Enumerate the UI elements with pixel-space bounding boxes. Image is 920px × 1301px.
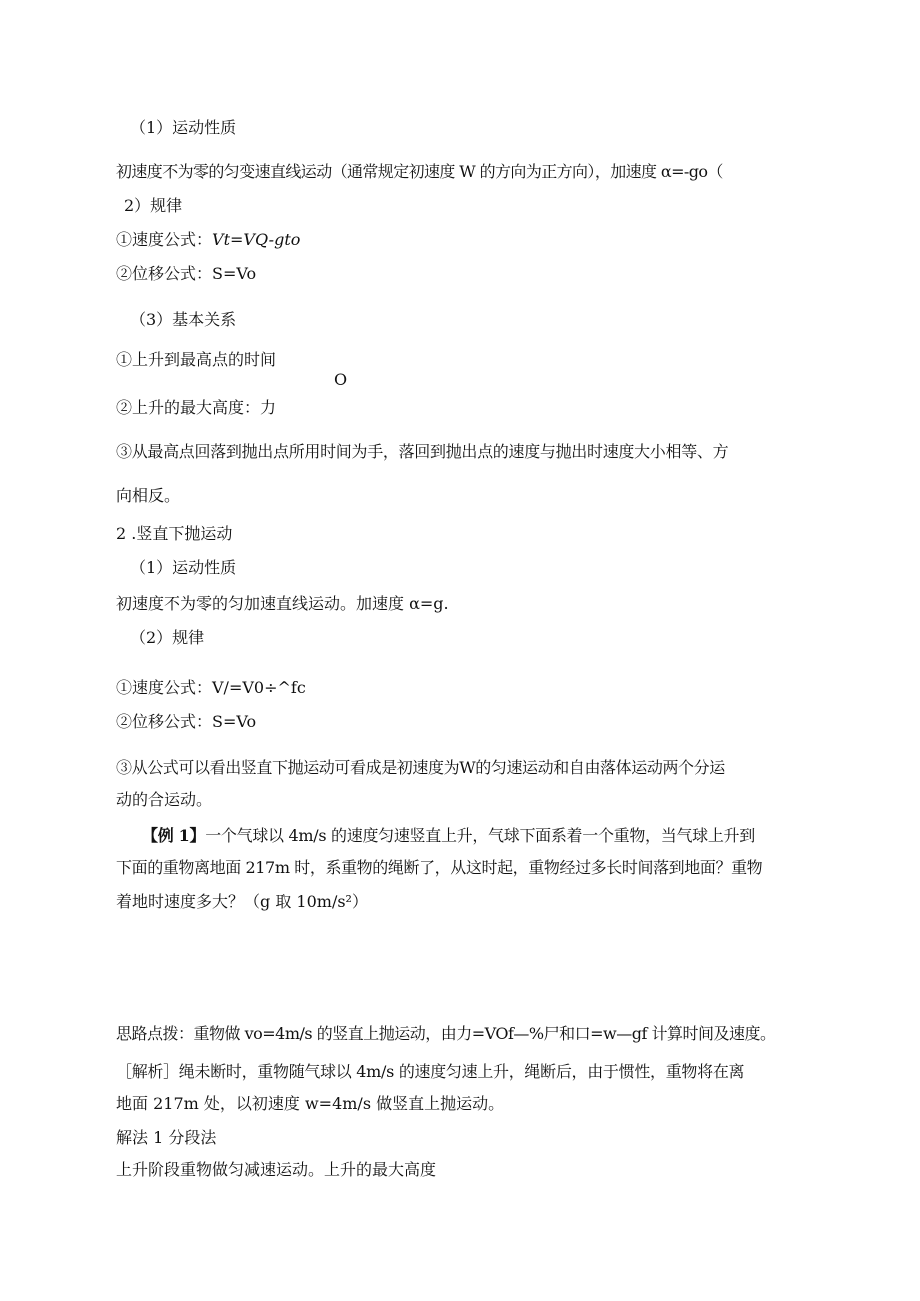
example-line: 下面的重物离地面 217m 时，系重物的绳断了，从这时起，重物经过多长时间落到地面？重物 — [116, 858, 763, 877]
solution-line: 地面 217m 处，以初速度 w=4m/s 做竖直上抛运动。 — [116, 1094, 505, 1113]
section-heading-motion-nature: （1）运动性质 — [130, 118, 237, 137]
example-label: 【例 1】 — [142, 826, 206, 845]
paragraph-line: 初速度不为零的匀变速直线运动（通常规定初速度 W 的方向为正方向），加速度 α=-go（ — [116, 162, 723, 181]
formula-velocity: ①速度公式：V∕=V0÷^fc — [116, 678, 306, 697]
paragraph-line: ③从最高点回落到抛出点所用时间为手，落回到抛出点的速度与抛出时速度大小相等、方 — [116, 442, 729, 461]
formula-displacement: ②位移公式：S=Vo — [116, 712, 257, 731]
paragraph-line: ③从公式可以看出竖直下抛运动可看成是初速度为W的匀速运动和自由落体运动两个分运 — [116, 758, 725, 777]
section-heading-downward-throw: 2 .竖直下抛运动 — [116, 524, 233, 543]
formula-expression: Vt=VQ-gto — [212, 230, 301, 249]
example-text: 一个气球以 4m/s 的速度匀速竖直上升，气球下面系着一个重物，当气球上升到 — [205, 826, 755, 845]
section-heading-rules: （2）规律 — [130, 628, 205, 647]
solution-line: 上升阶段重物做匀减速运动。上升的最大高度 — [116, 1160, 437, 1179]
section-heading-rules: 2）规律 — [124, 196, 183, 215]
example-line: 着地时速度多大？（g 取 10m∕s²） — [116, 892, 368, 911]
section-heading-motion-nature: （1）运动性质 — [130, 558, 237, 577]
paragraph-line: 初速度不为零的匀加速直线运动。加速度 α=g. — [116, 594, 449, 613]
solution-method-heading: 解法 1 分段法 — [116, 1128, 217, 1147]
paragraph-line: 动的合运动。 — [116, 790, 213, 809]
relation-time-to-top: ①上升到最高点的时间 — [116, 350, 277, 369]
relation-max-height: ②上升的最大高度：力 — [116, 398, 277, 417]
solution-line: ［解析］绳未断时，重物随气球以 4m/s 的速度匀速上升，绳断后，由于惯性，重物将在离 — [116, 1062, 745, 1081]
section-heading-basic-relations: （3）基本关系 — [130, 310, 237, 329]
formula-displacement: ②位移公式：S=Vo — [116, 264, 257, 283]
formula-label: ①速度公式： — [116, 230, 213, 249]
example-line — [142, 826, 755, 846]
paragraph-line: 向相反。 — [116, 486, 181, 505]
hint-line: 思路点拨：重物做 vo=4m∕s 的竖直上抛运动，由力=VOf—%尸和口=w—gf 计算时间及速度。 — [116, 1024, 776, 1043]
formula-placeholder-mark: O — [334, 370, 348, 389]
formula-velocity — [116, 230, 300, 250]
